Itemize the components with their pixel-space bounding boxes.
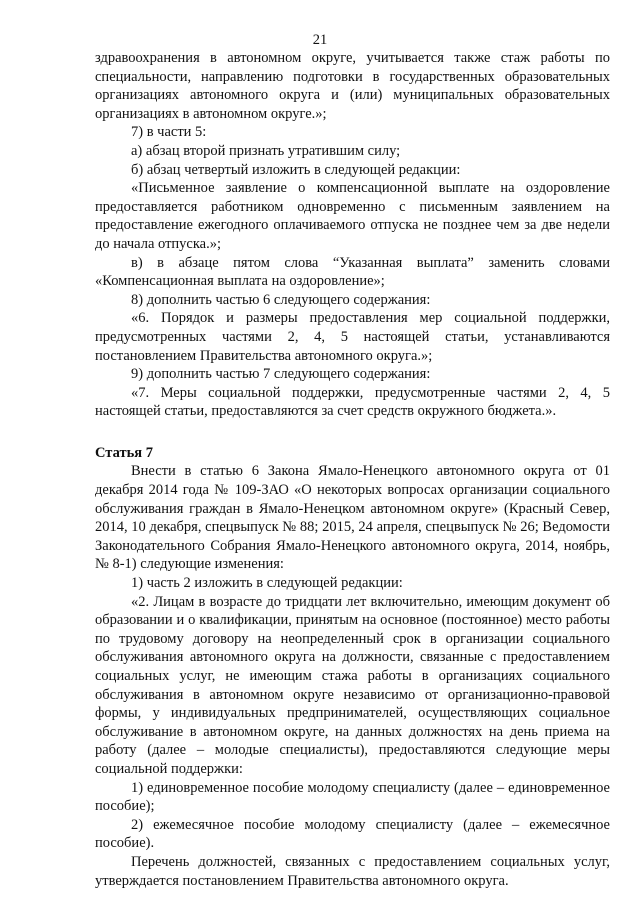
paragraph: в) в абзаце пятом слова “Указанная выплата” заменить словами «Компенсационная выплата на оздоровление»;	[95, 254, 610, 290]
paragraph: «Письменное заявление о компенсационной выплате на оздоровление предоставляется работником одновременно с письменным заявлением на предоставление ежегодного оплачиваемого отпуска не позднее чем за две недели до начала отпуска.»;	[95, 180, 610, 252]
paragraph: 1) единовременное пособие молодому специалисту (далее – единовременное пособие);	[95, 779, 610, 815]
paragraph: б) абзац четвертый изложить в следующей редакции:	[131, 161, 461, 178]
paragraph: «2. Лицам в возрасте до тридцати лет включительно, имеющим документ об образовании и о квалификации, принятым на основное (постоянное) место работы по трудовому договору на неопределенный срок в организации социального обслуживания автономного округа на должности, связанные с предоставлением социальных услуг, не имеющим стажа работы в организациях социального обслуживания в автономном округе независимо от организационно-правовой формы, у индивидуальных предпринимателей, осуществляющих социальное обслуживание в автономном округе, на данных должностях на день приема на работу (далее – молодые специалисты), предоставляются следующие меры социальной поддержки:	[95, 593, 610, 777]
paragraph: 9) дополнить частью 7 следующего содержания:	[131, 366, 431, 383]
page-number: 21	[312, 32, 328, 48]
document-body	[95, 49, 610, 890]
paragraph: 2) ежемесячное пособие молодому специалисту (далее – ежемесячное пособие).	[95, 816, 610, 852]
paragraph: 1) часть 2 изложить в следующей редакции:	[131, 575, 403, 592]
paragraph: «6. Порядок и размеры предоставления мер социальной поддержки, предусмотренных частями 2, 4, 5 настоящей статьи, устанавливаются постановлением Правительства автономного округа.»;	[95, 310, 610, 364]
paragraph: «7. Меры социальной поддержки, предусмотренные частями 2, 4, 5 настоящей статьи, предоставляются за счет средств окружного бюджета.».	[95, 384, 610, 420]
paragraph: а) абзац второй признать утратившим силу;	[131, 142, 401, 159]
paragraph: Внести в статью 6 Закона Ямало-Ненецкого автономного округа от 01 декабря 2014 года № 109-ЗАО «О некоторых вопросах организации социального обслуживания граждан в Ямало-Ненецком автономном округе» (Красный Север, 2014, 10 декабря, спецвыпуск № 88; 2015, 24 апреля, спецвыпуск № 26; Ведомости Законодательного Собрания Ямало-Ненецкого автономного округа, 2014, ноябрь, № 8-1) следующие изменения:	[95, 463, 610, 573]
paragraph: Перечень должностей, связанных с предоставлением социальных услуг, утверждается постановлением Правительства автономного округа.	[95, 853, 610, 889]
paragraph: здравоохранения в автономном округе, учитывается также стаж работы по специальности, направлению подготовки в государственных образовательных организациях автономного округа и (или) муниципальных образовательных организациях в автономном округе.»;	[95, 50, 610, 122]
article-heading: Статья 7	[95, 444, 153, 461]
paragraph: 7) в части 5:	[131, 124, 207, 141]
paragraph: 8) дополнить частью 6 следующего содержания:	[131, 291, 431, 308]
